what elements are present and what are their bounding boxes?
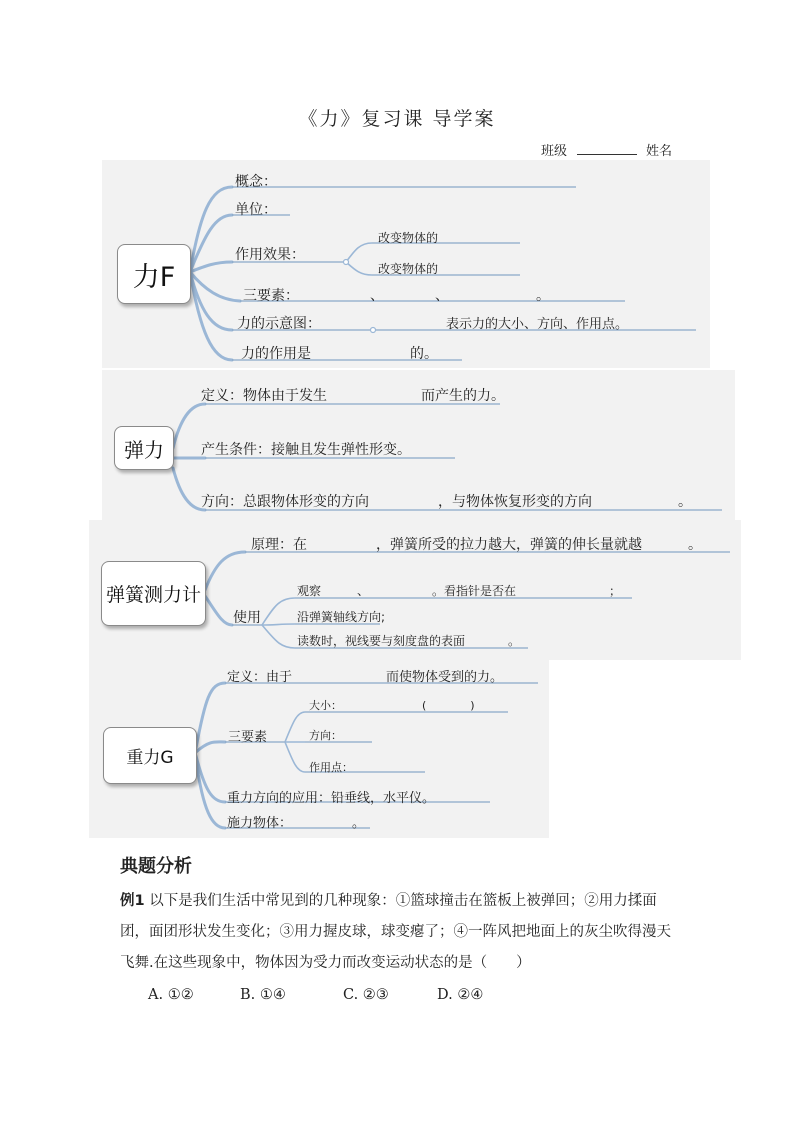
name-label: 姓名 xyxy=(646,144,673,159)
spring-principle-end: 。 xyxy=(688,537,702,553)
force-three-end: 。 xyxy=(536,288,550,304)
force-node: 力F xyxy=(117,244,191,304)
force-concept: 概念： xyxy=(235,174,277,190)
elastic-direction-end: 。 xyxy=(678,494,692,510)
elastic-node: 弹力 xyxy=(114,426,174,470)
class-blank xyxy=(577,142,637,155)
force-mutual-b: 的。 xyxy=(410,346,438,362)
gravity-definition-b: 而使物体受到的力。 xyxy=(386,670,504,685)
elastic-direction-b: ，与物体恢复形变的方向 xyxy=(438,494,592,510)
gravity-applier-end: 。 xyxy=(352,816,366,831)
gravity-three-elements: 三要素 xyxy=(228,730,268,745)
gravity-application: 重力方向的应用：铅垂线，水平仪。 xyxy=(227,791,436,806)
force-effect-a: 改变物体的 xyxy=(378,231,439,245)
gravity-direction: 方向： xyxy=(309,729,342,742)
option-c: C. ②③ xyxy=(343,987,389,1003)
class-label: 班级 xyxy=(541,140,637,159)
force-three-sep1: 、 xyxy=(370,288,384,304)
spring-observe-sep: 、 xyxy=(357,584,370,598)
force-three-elements: 三要素： xyxy=(243,288,299,304)
force-unit: 单位： xyxy=(235,202,277,218)
elastic-direction-a: 方向：总跟物体形变的方向 xyxy=(201,494,369,510)
force-three-sep2: 、 xyxy=(435,288,449,304)
force-diagram: 力的示意图： xyxy=(237,316,321,332)
force-effect: 作用效果： xyxy=(235,247,305,263)
gravity-applier: 施力物体： xyxy=(227,816,293,831)
spring-reading-end: 。 xyxy=(508,634,521,648)
gravity-point: 作用点： xyxy=(309,761,353,774)
spring-use-label: 使用 xyxy=(233,610,261,626)
spring-principle-a: 原理：在 xyxy=(251,537,307,553)
elastic-condition: 产生条件：接触且发生弹性形变。 xyxy=(201,442,411,458)
analysis-heading: 典题分析 xyxy=(120,856,192,877)
elastic-definition-b: 而产生的力。 xyxy=(421,388,505,404)
spring-observe-a: 观察 xyxy=(297,584,322,598)
example-text: 以下是我们生活中常见到的几种现象：①篮球撞击在篮板上被弹回；②用力揉面团，面团形状发生变化；③用力握皮球，球变瘪了；④一阵风把地面上的灰尘吹得漫天飞舞.在这些现象中，物体因为受力而改变运动状态的是（ ） xyxy=(120,893,671,971)
spring-scale-node: 弹簧测力计 xyxy=(101,561,206,626)
example-1 xyxy=(120,886,680,979)
example-label: 例1 xyxy=(120,893,145,909)
spring-observe-end: ； xyxy=(609,584,622,598)
gravity-node: 重力G xyxy=(103,727,197,784)
elastic-panel xyxy=(102,370,735,520)
page-title: 《力》复习课 导学案 xyxy=(298,108,496,130)
spring-principle-b: ，弹簧所受的拉力越大，弹簧的伸长量就越 xyxy=(376,537,642,553)
gravity-definition-a: 定义：由于 xyxy=(227,670,293,685)
spring-reading-a: 读数时，视线要与刻度盘的表面 xyxy=(297,634,466,648)
spring-observe-b: 。看指针是否在 xyxy=(432,584,517,598)
gravity-size-paren: ( ) xyxy=(422,699,475,712)
option-a: A. ①② xyxy=(148,987,194,1003)
spring-axis: 沿弹簧轴线方向; xyxy=(297,610,386,624)
force-mutual-a: 力的作用是 xyxy=(241,346,311,362)
force-effect-b: 改变物体的 xyxy=(378,262,439,276)
gravity-size: 大小： xyxy=(309,699,342,712)
force-diagram-desc: 表示力的大小、方向、作用点。 xyxy=(446,317,629,332)
option-b: B. ①④ xyxy=(240,987,286,1003)
option-d: D. ②④ xyxy=(437,987,484,1003)
elastic-definition-a: 定义：物体由于发生 xyxy=(201,388,327,404)
